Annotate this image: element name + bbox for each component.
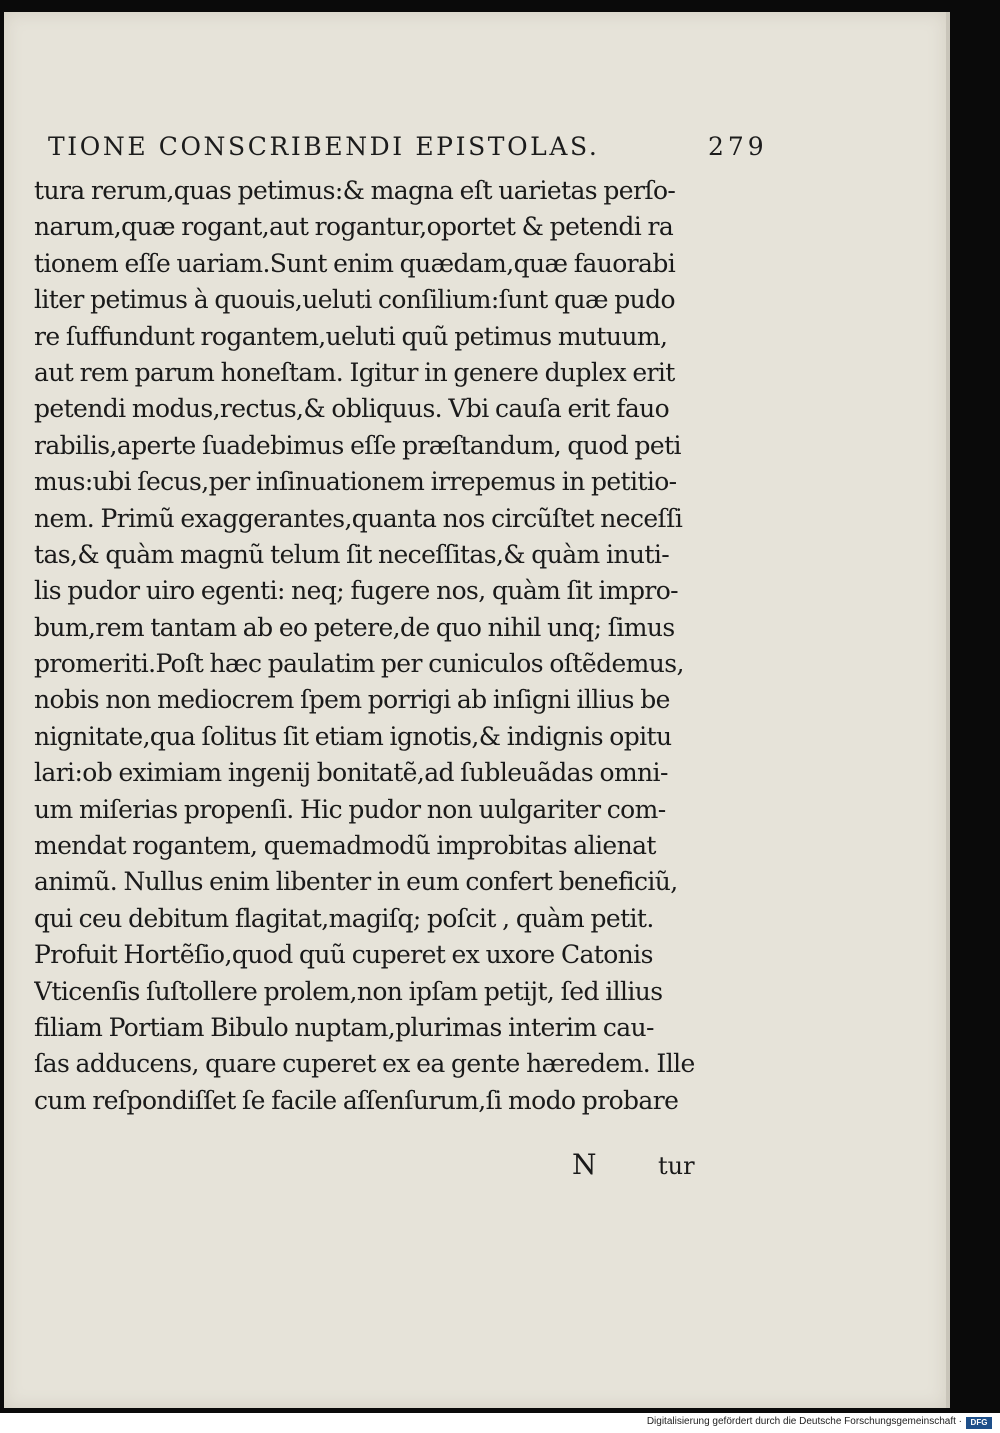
running-title: TIONE CONSCRIBENDI EPISTOLAS. (48, 132, 600, 161)
text-line: Profuit Hortẽſio,quod quũ cuperet ex uxore Catonis (34, 940, 653, 970)
text-line: re ſuffundunt rogantem,ueluti quũ petimus mutuum, (34, 321, 668, 351)
text-line: mus:ubi ſecus,per inſinuationem irrepemus in petitio- (34, 467, 677, 497)
catchword-line (572, 1148, 712, 1188)
text-line: lari:ob eximiam ingenij bonitatẽ,ad ſubleuãdas omni- (34, 758, 668, 788)
text-line: Vticenſis ſuſtollere prolem,non ipſam petijt, ſed illius (34, 976, 663, 1006)
text-line: petendi modus,rectus,& obliquus. Vbi cauſa erit fauo (34, 394, 670, 424)
footer-credit: Digitalisierung gefördert durch die Deutsche Forschungsgemeinschaft · (646, 1416, 962, 1427)
text-line: animũ. Nullus enim libenter in eum confert beneficiũ, (34, 867, 678, 897)
text-line: qui ceu debitum flagitat,magiſq; poſcit , quàm petit. (34, 903, 654, 933)
text-line: rabilis,aperte ſuadebimus eſſe præſtandum, quod peti (34, 430, 681, 460)
text-line: um miſerias propenſi. Hic pudor non uulgariter com- (34, 794, 666, 824)
text-line: lis pudor uiro egenti: neq; fugere nos, quàm ſit impro- (34, 576, 679, 606)
text-line: liter petimus à quouis,ueluti conſilium:ſunt quæ pudo (34, 285, 675, 315)
text-line: cum reſpondiſſet ſe facile aſſenſurum,ſi modo probare (34, 1085, 679, 1115)
text-line: tura rerum,quas petimus:& magna eſt uarietas perſo- (34, 176, 676, 205)
text-line: bum,rem tantam ab eo petere,de quo nihil unq; ſimus (34, 612, 675, 642)
text-line: promeriti.Poſt hæc paulatim per cuniculos oſtẽdemus, (34, 649, 684, 679)
text-line: aut rem parum honeſtam. Igitur in genere duplex erit (34, 357, 675, 387)
text-line: narum,quæ rogant,aut rogantur,oportet & petendi ra (34, 212, 674, 242)
body-text (34, 173, 724, 1119)
dfg-logo-icon: DFG (966, 1417, 992, 1429)
page-edge (946, 12, 950, 1408)
text-line: ſas adducens, quare cuperet ex ea gente hæredem. Ille (34, 1049, 695, 1079)
catchword: tur (658, 1152, 695, 1180)
text-line: nignitate,qua ſolitus ſit etiam ignotis,& indignis opitu (34, 721, 672, 751)
text-line: nobis non mediocrem ſpem porrigi ab inſigni illius be (34, 685, 670, 715)
book-page (4, 12, 946, 1408)
footer-bar (0, 1413, 1000, 1433)
signature-mark: N (572, 1148, 597, 1181)
text-line: nem. Primũ exaggerantes,quanta nos circũſtet neceſſi (34, 503, 683, 533)
text-line: filiam Portiam Bibulo nuptam,plurimas interim cau- (34, 1012, 654, 1042)
text-line: mendat rogantem, quemadmodũ improbitas alienat (34, 831, 656, 861)
page-number: 279 (708, 132, 768, 161)
text-line: tas,& quàm magnũ telum ſit neceſſitas,& quàm inuti- (34, 539, 670, 569)
running-head (48, 130, 768, 166)
text-line: tionem eſſe uariam.Sunt enim quædam,quæ fauorabi (34, 248, 676, 278)
